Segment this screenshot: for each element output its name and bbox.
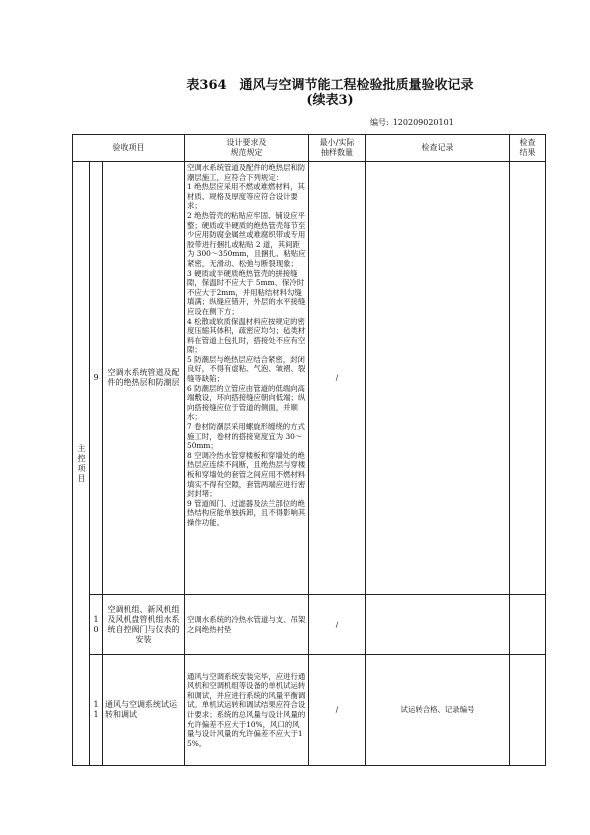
row-req xyxy=(185,162,309,595)
row-item: 空调水系统管道及配件的绝热层和防潮层 xyxy=(103,162,185,595)
row-num: 9 xyxy=(90,162,103,595)
col-header-req: 设计要求及 规范规定 xyxy=(185,135,309,162)
table-row xyxy=(73,595,546,655)
row-qty: / xyxy=(309,162,366,595)
row-qty: / xyxy=(309,655,366,766)
row-record xyxy=(366,595,510,655)
table-row xyxy=(73,655,546,766)
row-req-text: 空调水系统管道及配件的绝热层和防潮层施工，应符合下列规定： 1 绝热层应采用不燃或难燃材料，其材质、规格及厚度等应符合设计要求； 2 绝热管壳的粘贴应牢固、铺设应平整；硬质或半硬质的绝热管壳每节至少应用防腐金属丝或难腐织带或专用胶带进行捆扎或粘贴 2 道，其间距为 300～350mm，且捆扎、粘贴应紧密，无滑动、松弛与断裂现象； 3 硬质或半硬质绝热管壳的拼接缝隙，保温时不应大于 5mm、保冷时不应大于2mm，并用粘结材料勾缝填满；纵缝应错开，外层的水平接缝应设在侧下方； 4 松散或软质保温材料应按规定的密度压缩其体积，疏密应均匀；毡类材料在管道上包扎时，搭接处不应有空隙； 5 防潮层与绝热层应结合紧密，封闭良好，不得有虚粘、气泡、皱褶、裂缝等缺陷； 6 防潮层的立管应由管道的低端向高端敷设，环向搭接缝应朝向低端；纵向搭接缝应位于管道的侧面，并顺水； 7 卷材防潮层采用螺旋形缠绕的方式施工时，卷材的搭接宽度宜为 30～50mm； 8 空调冷热水管穿楼板和穿墙处的绝热层应连续不间断，且绝热层与穿楼板和穿墙处的套管之间应用不燃材料填实不得有空隙，套管两端应进行密封封堵； 9 管道阀门、过滤器及法兰部位的绝热结构应能单独拆卸，且不得影响其操作功能。 xyxy=(187,163,306,527)
inspection-table xyxy=(72,134,546,766)
row-qty: / xyxy=(309,595,366,655)
row-result xyxy=(510,595,546,655)
header-row xyxy=(73,135,546,162)
code-label: 编号: xyxy=(370,118,389,127)
document-subtitle: (续表3) xyxy=(306,93,354,108)
row-req-text: 空调水系统的冷热水管道与支、吊架之间绝热衬垫 xyxy=(187,614,306,634)
row-req xyxy=(185,655,309,766)
row-item: 通风与空调系统试运转和调试 xyxy=(103,655,185,766)
table-row xyxy=(73,162,546,595)
col-header-item: 验收项目 xyxy=(73,135,185,162)
col-header-record: 检查记录 xyxy=(366,135,510,162)
col-header-result: 检查 结果 xyxy=(510,135,546,162)
row-num: 11 xyxy=(90,655,103,766)
row-result xyxy=(510,655,546,766)
row-result xyxy=(510,162,546,595)
code-value: 120209020101 xyxy=(392,118,454,127)
row-req-text: 通风与空调系统安装完毕，应进行通风机和空调机组等设备的单机试运转和调试，并应进行系统的风量平衡调试。单机试运转和调试结果应符合设计要求；系统的总风量与设计风量的允许偏差不应大于10%，风口的风量与设计风量的允许偏差不应大于15%。 xyxy=(187,671,306,748)
document-title: 表364 通风与空调节能工程检验批质量验收记录 xyxy=(186,78,474,93)
row-record xyxy=(366,162,510,595)
col-header-qty: 最小/实际 抽样数量 xyxy=(309,135,366,162)
category-label: 主控项目 xyxy=(73,162,90,766)
row-req xyxy=(185,595,309,655)
row-item: 空调机组、新风机组及风机盘管机组水系统自控阀门与仪表的安装 xyxy=(103,595,185,655)
row-num: 10 xyxy=(90,595,103,655)
code-line xyxy=(370,117,458,128)
row-record: 试运转合格、记录编号 xyxy=(366,655,510,766)
